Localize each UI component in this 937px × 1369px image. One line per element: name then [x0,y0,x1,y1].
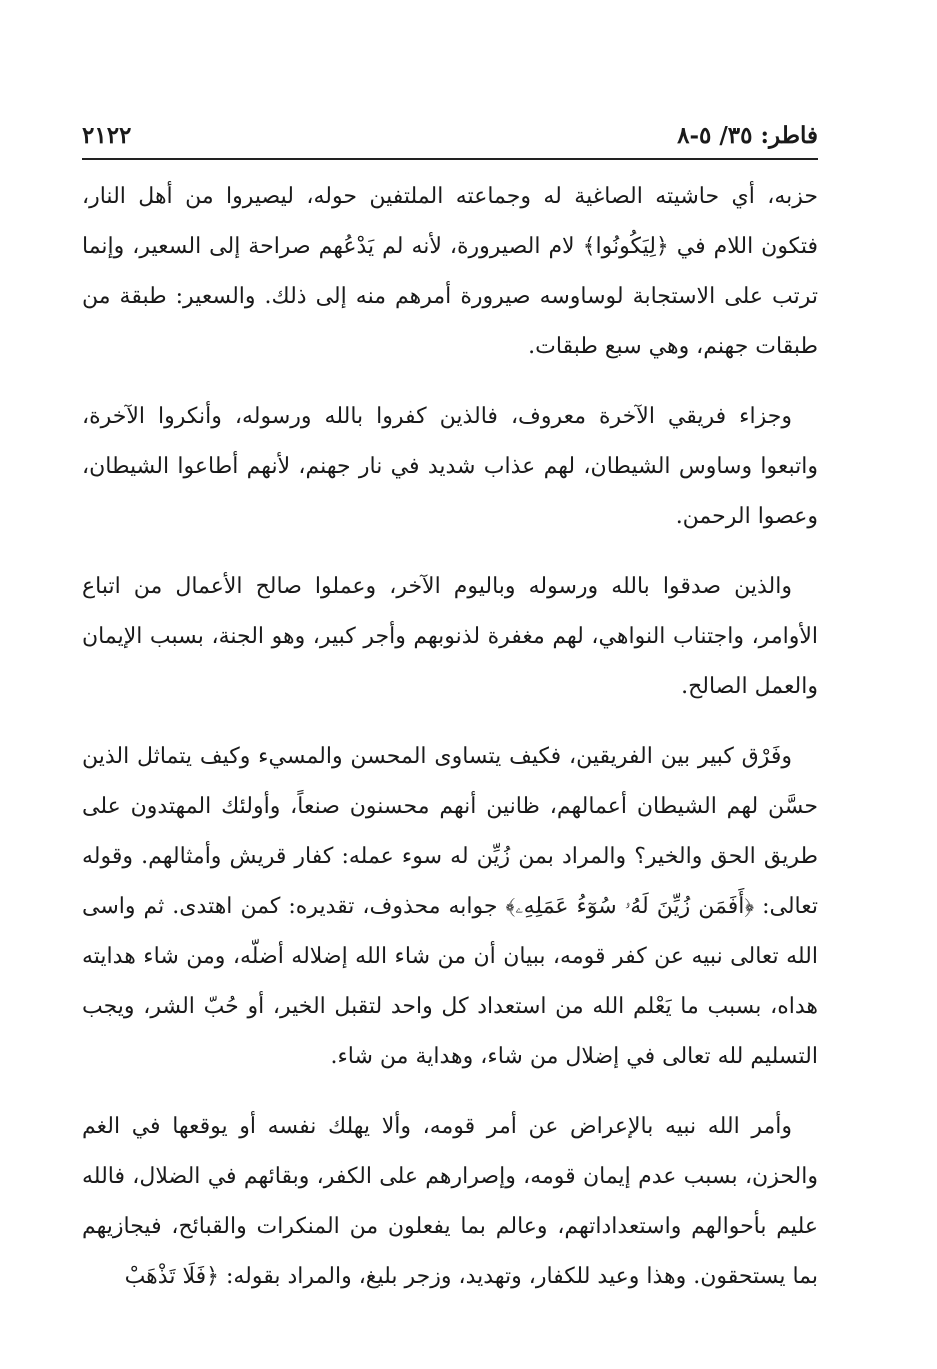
paragraph-2: وجزاء فريقي الآخرة معروف، فالذين كفروا بالله ورسوله، وأنكروا الآخرة، واتبعوا وساوس الشيطان، لهم عذاب شديد في نار جهنم، لأنهم أطاعوا الشيطان، وعصوا الرحمن. [82,404,818,529]
paragraph-5: وأمر الله نبيه بالإعراض عن أمر قومه، وألا يهلك نفسه أو يوقعها في الغم والحزن، بسبب عدم إيمان قومه، وإصرارهم على الكفر، وبقائهم في الضلال، فالله عليم بأحوالهم واستعداداتهم، وعالم بما يفعلون من المنكرات والقبائح، فيجازيهم بما يستحقون. وهذا وعيد للكفار، وتهديد، وزجر بليغ، والمراد بقوله: ﴿فَلَا تَذْهَبْ [82,1114,818,1289]
chapter-reference: فاطر: ٣٥/ ٥-٨ [677,121,818,149]
page-body [82,172,818,1322]
paragraph-3: والذين صدقوا بالله ورسوله وباليوم الآخر، وعملوا صالح الأعمال من اتباع الأوامر، واجتناب النواهي، لهم مغفرة لذنوبهم وأجر كبير، وهو الجنة، بسبب الإيمان والعمل الصالح. [82,574,818,699]
page-header [82,118,818,152]
header-divider [82,158,818,160]
paragraph-4: وفَرْق كبير بين الفريقين، فكيف يتساوى المحسن والمسيء وكيف يتماثل الذين حسَّن لهم الشيطان أعمالهم، ظانين أنهم محسنون صنعاً، وأولئك المهتدون على طريق الحق والخير؟ والمراد بمن زُيِّن له سوء عمله: كفار قريش وأمثالهم. وقوله تعالى: ﴿أَفَمَن زُيِّنَ لَهُۥ سُوٓءُ عَمَلِهِۦ﴾ جوابه محذوف، تقديره: كمن اهتدى. ثم واسى الله تعالى نبيه عن كفر قومه، ببيان أن من شاء الله إضلاله أضلّه، ومن شاء هدايته هداه، بسبب ما يَعْلم الله من استعداد كل واحد لتقبل الخير، أو حُبّ الشر، ويجب التسليم لله تعالى في إضلال من شاء، وهداية من شاء. [82,744,818,1069]
page-number: ٢١٢٢ [82,121,132,149]
paragraph-1: حزبه، أي حاشيته الصاغية له وجماعته الملتفين حوله، ليصيروا من أهل النار، فتكون اللام في ﴿لِيَكُونُوا﴾ لام الصيرورة، لأنه لم يَدْعُهم صراحة إلى السعير، وإنما ترتب على الاستجابة لوساوسه صيرورة أمرهم منه إلى ذلك. والسعير: طبقة من طبقات جهنم، وهي سبع طبقات. [82,184,818,359]
